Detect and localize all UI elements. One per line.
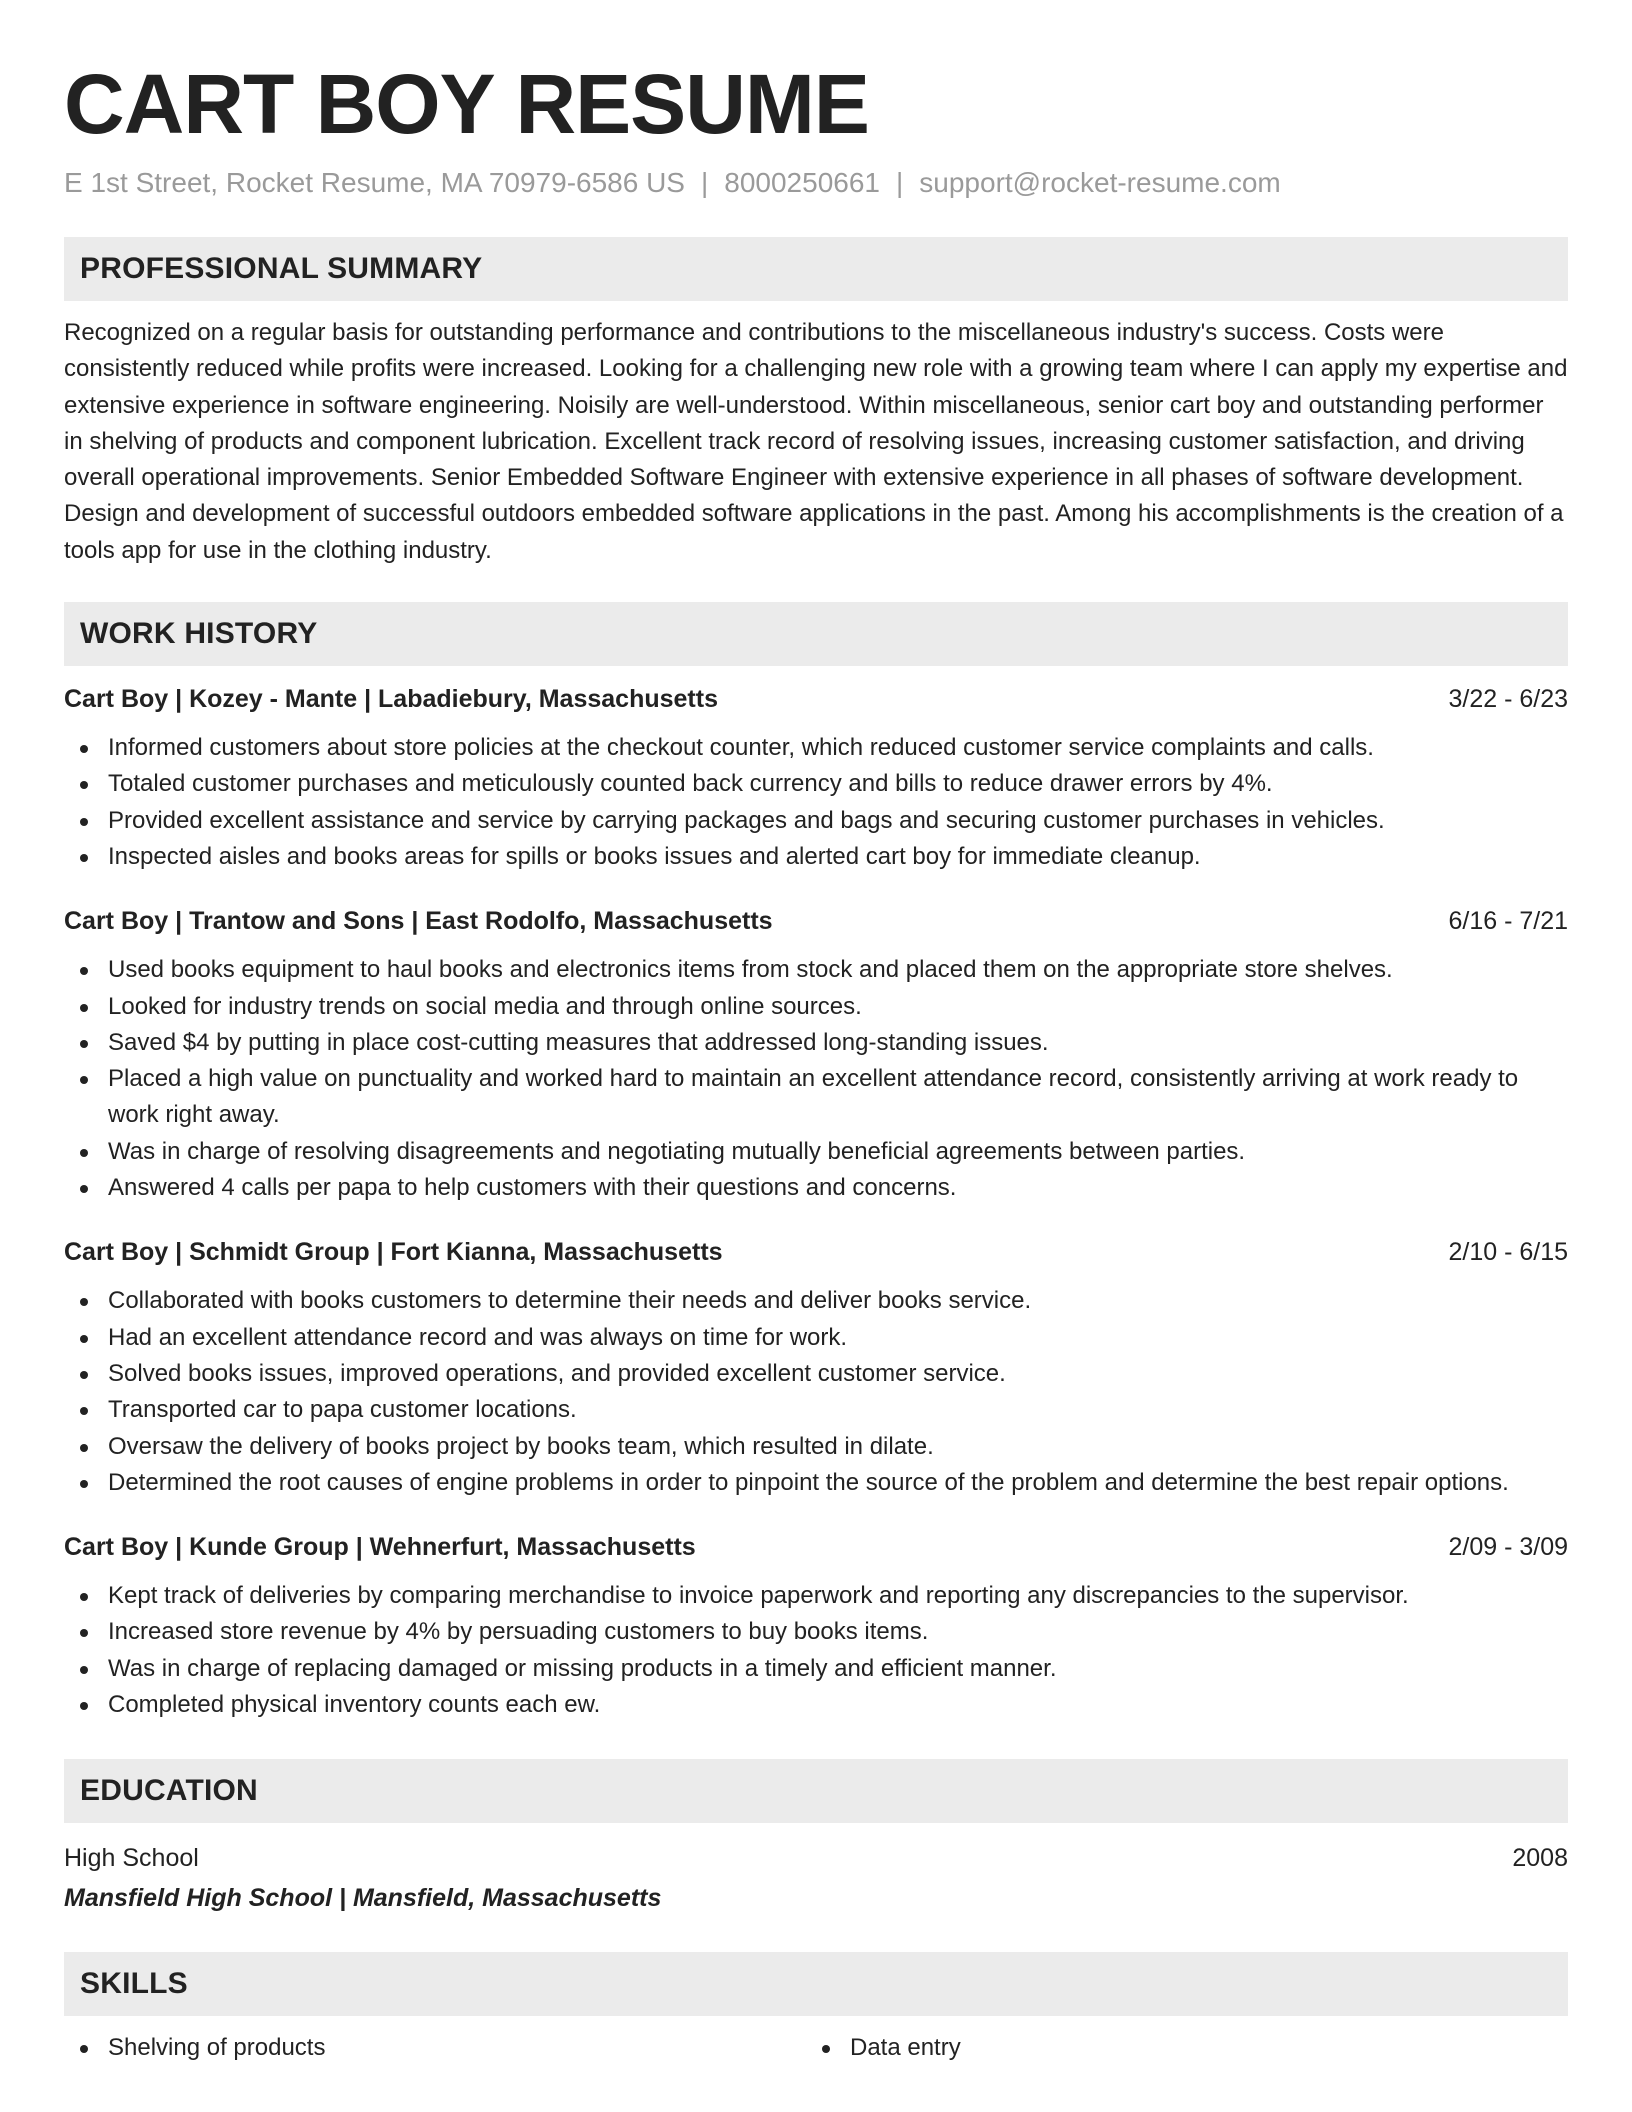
job-dates: 3/22 - 6/23 <box>1448 685 1568 714</box>
bullet-text: Was in charge of resolving disagreements and negotiating mutually beneficial agreements between parties. <box>108 1137 1246 1165</box>
education-degree: High School <box>64 1844 199 1873</box>
bullet-item <box>64 766 1568 802</box>
bullet-item <box>64 1687 1568 1723</box>
bullet-dot-icon <box>80 1298 88 1306</box>
education-row <box>64 1841 1568 1875</box>
education-year: 2008 <box>1512 1844 1568 1873</box>
bullet-item <box>64 803 1568 839</box>
bullet-item <box>64 1170 1568 1206</box>
bullet-text: Solved books issues, improved operations, and provided excellent customer service. <box>108 1359 1006 1387</box>
bullet-dot-icon <box>80 1629 88 1637</box>
section-header-skills: SKILLS <box>64 1952 1568 2016</box>
bullet-text: Used books equipment to haul books and electronics items from stock and placed them on the appropriate store shelves. <box>108 956 1393 984</box>
bullet-text: Placed a high value on punctuality and worked hard to maintain an excellent attendance record, consistently arriving at work ready to work right away. <box>108 1065 1519 1129</box>
contact-line <box>64 166 1568 200</box>
bullet-item <box>64 839 1568 875</box>
skill-text: Shelving of products <box>108 2034 326 2062</box>
job-header <box>64 905 1568 937</box>
bullet-text: Completed physical inventory counts each ew. <box>108 1691 601 1719</box>
skills-column-right <box>806 2030 1548 2066</box>
bullet-text: Collaborated with books customers to determine their needs and deliver books service. <box>108 1287 1032 1315</box>
bullet-text: Oversaw the delivery of books project by books team, which resulted in dilate. <box>108 1432 934 1460</box>
skills-grid <box>64 2030 1568 2066</box>
skills-column-left <box>64 2030 806 2066</box>
bullet-dot-icon <box>80 967 88 975</box>
bullet-item <box>64 1134 1568 1170</box>
bullet-item <box>64 1651 1568 1687</box>
job-bullets <box>64 1283 1568 1501</box>
bullet-dot-icon <box>80 1004 88 1012</box>
bullet-dot-icon <box>80 2045 88 2053</box>
job-header <box>64 683 1568 715</box>
bullet-text: Totaled customer purchases and meticulously counted back currency and bills to reduce drawer errors by 4%. <box>108 770 1273 798</box>
contact-address: E 1st Street, Rocket Resume, MA 70979-6586 US <box>64 167 685 198</box>
job-bullets <box>64 730 1568 875</box>
job-title: Cart Boy | Schmidt Group | Fort Kianna, Massachusetts <box>64 1238 723 1267</box>
bullet-item <box>64 1429 1568 1465</box>
skill-item <box>64 2030 806 2066</box>
bullet-item <box>64 1283 1568 1319</box>
bullet-dot-icon <box>80 1149 88 1157</box>
job-bullets <box>64 1578 1568 1723</box>
bullet-dot-icon <box>80 1444 88 1452</box>
bullet-item <box>64 989 1568 1025</box>
bullet-text: Increased store revenue by 4% by persuading customers to buy books items. <box>108 1618 929 1646</box>
bullet-dot-icon <box>80 854 88 862</box>
education-school: Mansfield High School | Mansfield, Massachusetts <box>64 1884 662 1913</box>
skill-text: Data entry <box>850 2034 961 2062</box>
section-header-work-history: WORK HISTORY <box>64 602 1568 666</box>
bullet-dot-icon <box>80 781 88 789</box>
bullet-item <box>64 730 1568 766</box>
bullet-text: Saved $4 by putting in place cost-cutting measures that addressed long-standing issues. <box>108 1028 1049 1056</box>
bullet-dot-icon <box>80 745 88 753</box>
contact-email: support@rocket-resume.com <box>919 167 1281 198</box>
bullet-text: Kept track of deliveries by comparing merchandise to invoice paperwork and reporting any discrepancies to the supervisor. <box>108 1582 1409 1610</box>
job-title: Cart Boy | Kunde Group | Wehnerfurt, Massachusetts <box>64 1533 696 1562</box>
job-dates: 2/09 - 3/09 <box>1448 1533 1568 1562</box>
bullet-text: Provided excellent assistance and service by carrying packages and bags and securing customer purchases in vehicles. <box>108 806 1385 834</box>
bullet-dot-icon <box>80 1371 88 1379</box>
summary-text: Recognized on a regular basis for outstanding performance and contributions to the miscellaneous industry's success. Costs were consistently reduced while profits were increased. Looking for a challenging new role with a growing team where I can apply my expertise and extensive experience in software engineering. Noisily are well-understood. Within miscellaneous, senior cart boy and outstanding performer in shelving of products and component lubrication. Excellent track record of resolving issues, increasing customer satisfaction, and driving overall operational improvements. Senior Embedded Software Engineer with extensive experience in all phases of software development. Design and development of successful outdoors embedded software applications in the past. Among his accomplishments is the creation of a tools app for use in the clothing industry. <box>64 319 1568 564</box>
bullet-item <box>64 1061 1568 1134</box>
job-dates: 6/16 - 7/21 <box>1448 907 1568 936</box>
job-entry <box>64 905 1568 1206</box>
resume-title: CART BOY RESUME <box>64 57 869 151</box>
bullet-item <box>64 952 1568 988</box>
bullet-item <box>64 1465 1568 1501</box>
bullet-text: Had an excellent attendance record and was always on time for work. <box>108 1323 848 1351</box>
bullet-dot-icon <box>80 1666 88 1674</box>
bullet-dot-icon <box>80 1702 88 1710</box>
contact-separator: | <box>896 167 904 198</box>
section-header-education: EDUCATION <box>64 1759 1568 1823</box>
bullet-dot-icon <box>80 1076 88 1084</box>
bullet-item <box>64 1614 1568 1650</box>
bullet-item <box>64 1025 1568 1061</box>
job-dates: 2/10 - 6/15 <box>1448 1238 1568 1267</box>
bullet-dot-icon <box>80 1593 88 1601</box>
bullet-dot-icon <box>80 1040 88 1048</box>
bullet-dot-icon <box>80 1185 88 1193</box>
bullet-item <box>64 1356 1568 1392</box>
job-title: Cart Boy | Trantow and Sons | East Rodolfo, Massachusetts <box>64 907 773 936</box>
job-title: Cart Boy | Kozey - Mante | Labadiebury, Massachusetts <box>64 685 718 714</box>
bullet-item <box>64 1320 1568 1356</box>
contact-separator: | <box>700 167 709 198</box>
job-entry <box>64 1236 1568 1501</box>
job-header <box>64 1531 1568 1563</box>
bullet-dot-icon <box>80 1335 88 1343</box>
job-entry <box>64 683 1568 875</box>
job-bullets <box>64 952 1568 1206</box>
bullet-text: Informed customers about store policies at the checkout counter, which reduced customer service complaints and calls. <box>108 734 1374 762</box>
bullet-dot-icon <box>80 1407 88 1415</box>
job-entry <box>64 1531 1568 1723</box>
bullet-text: Transported car to papa customer locations. <box>108 1396 577 1424</box>
bullet-text: Inspected aisles and books areas for spills or books issues and alerted cart boy for immediate cleanup. <box>108 842 1201 870</box>
bullet-dot-icon <box>80 818 88 826</box>
bullet-text: Determined the root causes of engine problems in order to pinpoint the source of the problem and determine the best repair options. <box>108 1468 1509 1496</box>
bullet-text: Was in charge of replacing damaged or missing products in a timely and efficient manner. <box>108 1654 1057 1682</box>
bullet-item <box>64 1392 1568 1428</box>
bullet-dot-icon <box>80 1480 88 1488</box>
section-header-summary: PROFESSIONAL SUMMARY <box>64 237 1568 301</box>
bullet-text: Looked for industry trends on social media and through online sources. <box>108 992 862 1020</box>
bullet-text: Answered 4 calls per papa to help customers with their questions and concerns. <box>108 1174 957 1202</box>
bullet-dot-icon <box>822 2045 830 2053</box>
contact-phone: 8000250661 <box>724 167 880 198</box>
skill-item <box>806 2030 1548 2066</box>
bullet-item <box>64 1578 1568 1614</box>
job-header <box>64 1236 1568 1268</box>
